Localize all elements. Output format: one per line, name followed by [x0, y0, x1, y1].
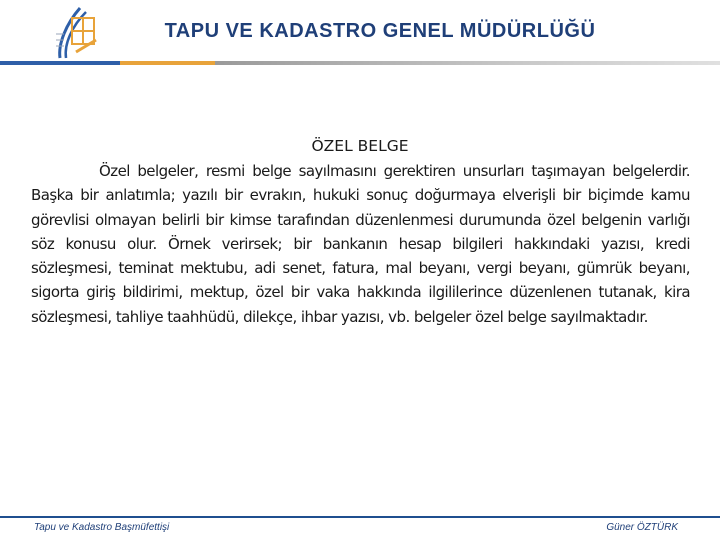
- tkgm-logo-icon: [52, 4, 102, 62]
- footer-author-name: Güner ÖZTÜRK: [606, 522, 678, 533]
- footer-divider: [0, 516, 720, 518]
- footer-author-role: Tapu ve Kadastro Başmüfettişi: [34, 522, 170, 533]
- header-bar-blue: [0, 61, 120, 65]
- document-title: ÖZEL BELGE: [311, 137, 409, 155]
- document-body: Özel belgeler, resmi belge sayılmasını gerektiren unsurları taşımayan belgelerdir. Başka bir anlatımla; yazılı bir evrakın, hukuki sonuç doğurmaya elverişli bir biçimde kamu görevlisi olmayan belirli bir kimse tarafından düzenlenmesi durumunda özel belgenin varlığı söz konusu olur. Örnek verirsek; bir bankanın hesap bilgileri hakkındaki yazısı, kredi sözleşmesi, teminat mektubu, adi senet, fatura, mal beyanı, vergi beyanı, gümrük beyanı, sigorta giriş bildirimi, mektup, özel bir vaka hakkında ilgililerince düzenlenen tutanak, kira sözleşmesi, tahliye taahhüdü, dilekçe, ihbar yazısı, vb. belgeler özel belge sayılmaktadır.: [31, 162, 690, 326]
- header-bar-grey: [215, 61, 720, 65]
- page-header-title: TAPU VE KADASTRO GENEL MÜDÜRLÜĞÜ: [164, 20, 596, 42]
- header-bar-orange: [120, 61, 215, 65]
